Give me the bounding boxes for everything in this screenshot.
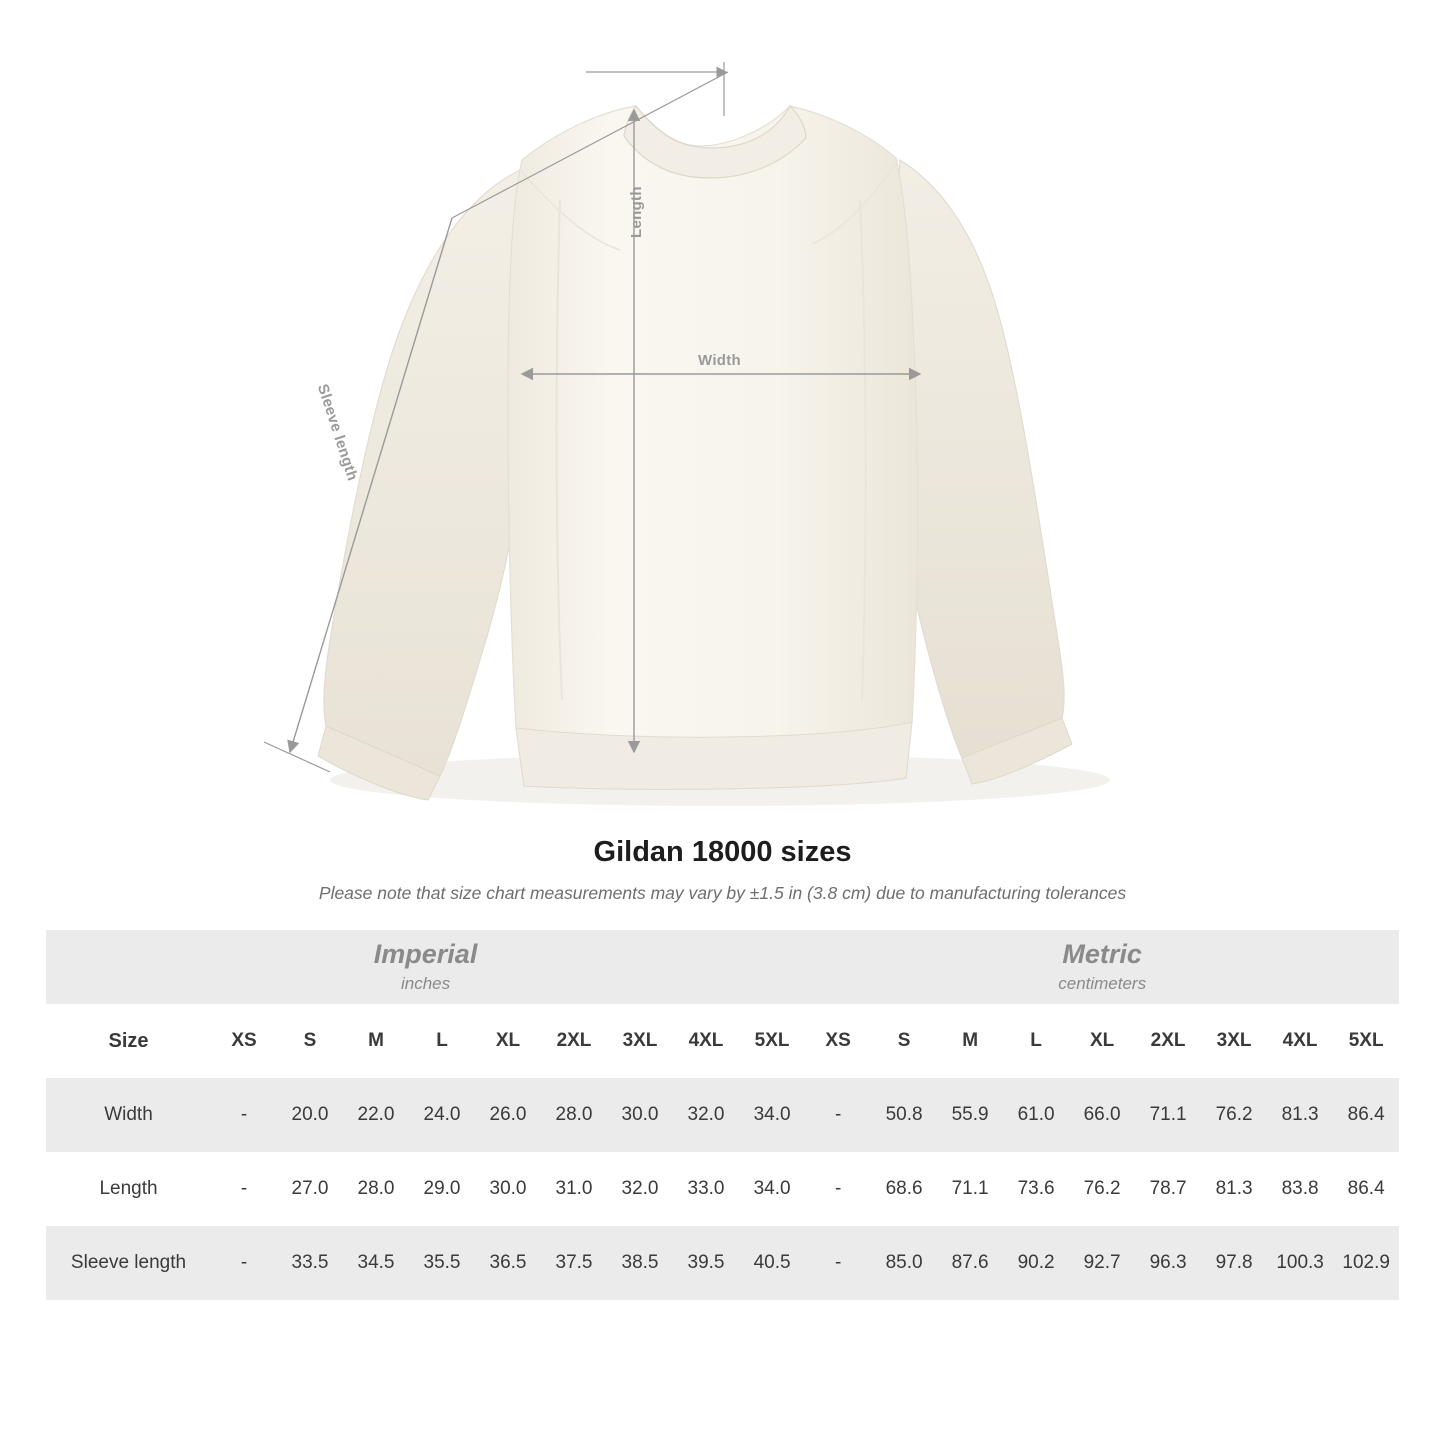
cell-length-imperial-2xl: 31.0 [541,1152,607,1226]
cell-sleeve-imperial-2xl: 37.5 [541,1226,607,1300]
cell-sleeve-metric-3xl: 97.8 [1201,1226,1267,1300]
size-header-imperial-m: M [343,1004,409,1078]
cell-width-metric-xs: - [805,1078,871,1152]
cell-length-imperial-xs: - [211,1152,277,1226]
cell-width-metric-3xl: 76.2 [1201,1078,1267,1152]
title-block [0,836,1445,904]
cell-length-metric-5xl: 86.4 [1333,1152,1399,1226]
size-header-imperial-xs: XS [211,1004,277,1078]
cell-sleeve-imperial-xs: - [211,1226,277,1300]
cell-width-imperial-s: 20.0 [277,1078,343,1152]
page-title: Gildan 18000 sizes [593,836,852,868]
row-label-sleeve-length: Sleeve length [46,1226,211,1300]
cell-width-imperial-xs: - [211,1078,277,1152]
cell-length-imperial-l: 29.0 [409,1152,475,1226]
size-header-imperial-3xl: 3XL [607,1004,673,1078]
unit-system-imperial-name: Imperial [373,939,478,970]
cell-sleeve-imperial-xl: 36.5 [475,1226,541,1300]
size-header-imperial-s: S [277,1004,343,1078]
cell-length-metric-m: 71.1 [937,1152,1003,1226]
cell-width-metric-m: 55.9 [937,1078,1003,1152]
size-header-imperial-xl: XL [475,1004,541,1078]
cell-width-imperial-xl: 26.0 [475,1078,541,1152]
cell-sleeve-imperial-3xl: 38.5 [607,1226,673,1300]
length-label: Length [628,186,645,238]
size-header-row [46,1004,1399,1078]
size-header-label: Size [46,1004,211,1078]
cell-length-metric-3xl: 81.3 [1201,1152,1267,1226]
table-row [46,1078,1399,1152]
row-label-length: Length [46,1152,211,1226]
size-header-imperial-l: L [409,1004,475,1078]
size-header-metric-5xl: 5XL [1333,1004,1399,1078]
cell-width-metric-xl: 66.0 [1069,1078,1135,1152]
cell-width-imperial-3xl: 30.0 [607,1078,673,1152]
size-table-wrapper [0,930,1445,1300]
cell-length-imperial-m: 28.0 [343,1152,409,1226]
row-label-width: Width [46,1078,211,1152]
body [508,106,918,789]
size-header-metric-s: S [871,1004,937,1078]
size-header-imperial-4xl: 4XL [673,1004,739,1078]
unit-system-metric-sub: centimeters [1058,973,1147,993]
cell-length-imperial-3xl: 32.0 [607,1152,673,1226]
cell-width-metric-s: 50.8 [871,1078,937,1152]
cell-sleeve-metric-xl: 92.7 [1069,1226,1135,1300]
size-header-imperial-2xl: 2XL [541,1004,607,1078]
size-header-metric-m: M [937,1004,1003,1078]
cell-width-imperial-4xl: 32.0 [673,1078,739,1152]
cell-sleeve-imperial-s: 33.5 [277,1226,343,1300]
size-header-imperial-5xl: 5XL [739,1004,805,1078]
cell-width-imperial-2xl: 28.0 [541,1078,607,1152]
cell-width-imperial-m: 22.0 [343,1078,409,1152]
cell-sleeve-imperial-l: 35.5 [409,1226,475,1300]
cell-length-metric-l: 73.6 [1003,1152,1069,1226]
size-header-metric-xs: XS [805,1004,871,1078]
unit-system-imperial-sub: inches [400,973,451,993]
cell-length-imperial-4xl: 33.0 [673,1152,739,1226]
unit-system-metric [805,930,1399,1004]
unit-system-metric-name: Metric [1062,939,1142,970]
cell-sleeve-imperial-4xl: 39.5 [673,1226,739,1300]
sleeve-length-label: Sleeve length [313,382,362,483]
width-label: Width [698,352,742,369]
unit-system-imperial [46,930,805,1004]
cell-width-metric-5xl: 86.4 [1333,1078,1399,1152]
cell-width-imperial-5xl: 34.0 [739,1078,805,1152]
cell-sleeve-metric-2xl: 96.3 [1135,1226,1201,1300]
size-header-metric-xl: XL [1069,1004,1135,1078]
cell-width-metric-l: 61.0 [1003,1078,1069,1152]
cell-sleeve-imperial-5xl: 40.5 [739,1226,805,1300]
size-header-metric-3xl: 3XL [1201,1004,1267,1078]
cell-sleeve-metric-4xl: 100.3 [1267,1226,1333,1300]
cell-width-metric-4xl: 81.3 [1267,1078,1333,1152]
cell-sleeve-metric-m: 87.6 [937,1226,1003,1300]
cell-sleeve-metric-5xl: 102.9 [1333,1226,1399,1300]
cell-sleeve-metric-xs: - [805,1226,871,1300]
cell-sleeve-metric-s: 85.0 [871,1226,937,1300]
size-header-metric-2xl: 2XL [1135,1004,1201,1078]
size-header-metric-l: L [1003,1004,1069,1078]
table-row [46,1226,1399,1300]
cell-length-imperial-xl: 30.0 [475,1152,541,1226]
size-table [46,930,1399,1300]
cell-length-metric-xl: 76.2 [1069,1152,1135,1226]
cell-width-imperial-l: 24.0 [409,1078,475,1152]
cell-width-metric-2xl: 71.1 [1135,1078,1201,1152]
table-row [46,1152,1399,1226]
cell-sleeve-imperial-m: 34.5 [343,1226,409,1300]
cell-length-metric-xs: - [805,1152,871,1226]
cell-length-imperial-s: 27.0 [277,1152,343,1226]
size-header-metric-4xl: 4XL [1267,1004,1333,1078]
cell-length-imperial-5xl: 34.0 [739,1152,805,1226]
cell-length-metric-4xl: 83.8 [1267,1152,1333,1226]
cell-length-metric-2xl: 78.7 [1135,1152,1201,1226]
tolerance-note: Please note that size chart measurements may vary by ±1.5 in (3.8 cm) due to manufacturing tolerances [318,883,1127,903]
unit-system-row [46,930,1399,1004]
cell-length-metric-s: 68.6 [871,1152,937,1226]
cell-sleeve-metric-l: 90.2 [1003,1226,1069,1300]
